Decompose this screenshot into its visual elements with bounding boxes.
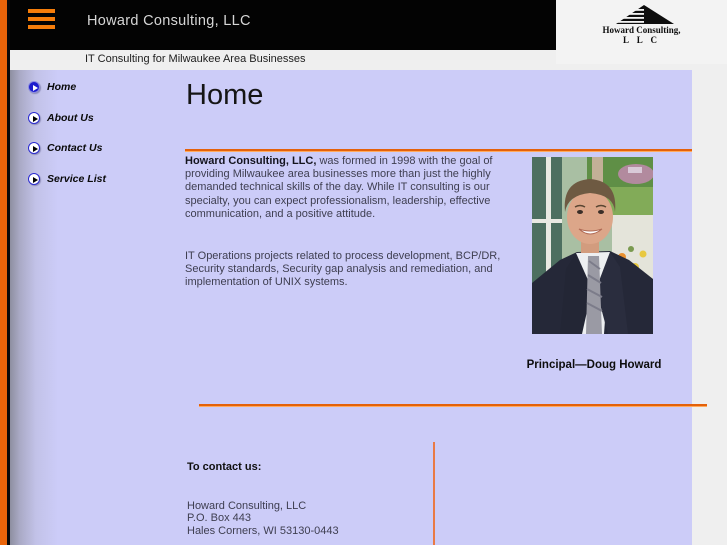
- sidebar-item-label: Service List: [47, 173, 106, 185]
- site-tagline: IT Consulting for Milwaukee Area Businesses: [85, 53, 306, 65]
- content-area: [10, 70, 692, 545]
- page-title: Home: [186, 79, 264, 111]
- intro-paragraph: [185, 155, 521, 221]
- address-line: Howard Consulting, LLC: [187, 500, 307, 512]
- vertical-divider: [433, 442, 435, 545]
- sidebar-item-label: Home: [47, 81, 77, 93]
- divider-under-heading: [185, 149, 692, 152]
- sidebar-item-contact-us[interactable]: [28, 142, 102, 154]
- left-black-stripe: [7, 0, 10, 545]
- header-bar: [7, 0, 556, 50]
- address-line: Hales Corners, WI 53130-0443: [187, 524, 339, 537]
- hamburger-bar: [28, 17, 55, 21]
- contact-address: [187, 500, 339, 537]
- intro-paragraph-bold: Howard Consulting, LLC,: [185, 155, 317, 167]
- logo-text-line1: Howard Consulting,: [602, 25, 681, 35]
- sidebar-item-home[interactable]: [28, 81, 76, 93]
- left-accent-stripe: [0, 0, 7, 545]
- play-circle-icon: [28, 112, 40, 124]
- sidebar-item-service-list[interactable]: [28, 173, 106, 185]
- play-circle-icon: [28, 142, 40, 154]
- sidebar-item-label: About Us: [47, 112, 94, 124]
- site-title: Howard Consulting, LLC: [87, 13, 251, 29]
- logo-triangle-icon: [610, 5, 674, 25]
- menu-hamburger-icon[interactable]: [28, 9, 55, 29]
- hamburger-bar: [28, 9, 55, 13]
- principal-photo: [532, 157, 653, 334]
- play-circle-icon: [28, 173, 40, 185]
- services-paragraph: IT Operations projects related to process development, BCP/DR, Security standards, Security gap analysis and remediation, and implementation of UNIX systems.: [185, 250, 501, 289]
- intro-paragraph-text: was formed in 1998 with the goal of providing Milwaukee area businesses more than just the highly demanded technical skills of the day. While IT consulting is our specialty, you can expect professionalism, leadership, effective communication, and a positive attitude.: [185, 155, 493, 220]
- divider-above-contact: [199, 404, 707, 407]
- play-circle-icon: [28, 81, 40, 93]
- logo-text-line2: L L C: [622, 35, 660, 45]
- hamburger-bar: [28, 25, 55, 29]
- contact-heading: To contact us:: [187, 461, 262, 473]
- sidebar-item-about-us[interactable]: [28, 112, 94, 124]
- sidebar-item-label: Contact Us: [47, 142, 103, 154]
- address-line: P.O. Box 443: [187, 512, 252, 525]
- company-logo: [556, 0, 727, 64]
- photo-caption: Principal—Doug Howard: [526, 359, 662, 371]
